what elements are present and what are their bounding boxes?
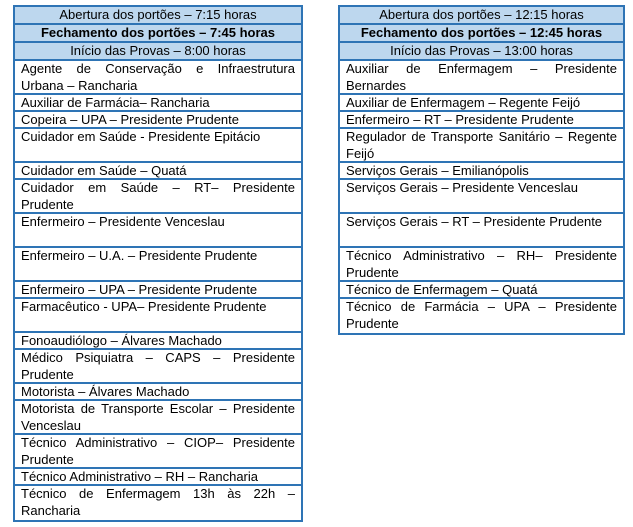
position-row: Técnico Administrativo – CIOP– Presidente Prudente	[15, 435, 301, 469]
position-row: Enfermeiro – U.A. – Presidente Prudente	[15, 248, 301, 282]
position-row: Enfermeiro – Presidente Venceslau	[15, 214, 301, 248]
gate-opening-time: Abertura dos portões – 12:15 horas	[340, 7, 623, 25]
position-row: Motorista de Transporte Escolar – Presidente Venceslau	[15, 401, 301, 435]
position-row: Técnico Administrativo – RH– Presidente Prudente	[340, 248, 623, 282]
position-row: Farmacêutico - UPA– Presidente Prudente	[15, 299, 301, 333]
gate-opening-time: Abertura dos portões – 7:15 horas	[15, 7, 301, 25]
position-row: Fonoaudiólogo – Álvares Machado	[15, 333, 301, 350]
gate-closing-time: Fechamento dos portões – 7:45 horas	[15, 25, 301, 43]
position-row: Cuidador em Saúde - Presidente Epitácio	[15, 129, 301, 163]
position-row: Agente de Conservação e Infraestrutura Urbana – Rancharia	[15, 61, 301, 95]
position-row: Regulador de Transporte Sanitário – Regente Feijó	[340, 129, 623, 163]
position-row: Auxiliar de Enfermagem – Regente Feijó	[340, 95, 623, 112]
gate-closing-time: Fechamento dos portões – 12:45 horas	[340, 25, 623, 43]
position-row: Técnico de Enfermagem – Quatá	[340, 282, 623, 299]
position-row: Cuidador em Saúde – Quatá	[15, 163, 301, 180]
position-row: Enfermeiro – UPA – Presidente Prudente	[15, 282, 301, 299]
position-row: Técnico Administrativo – RH – Rancharia	[15, 469, 301, 486]
exam-start-time: Início das Provas – 8:00 horas	[15, 43, 301, 61]
exam-start-time: Início das Provas – 13:00 horas	[340, 43, 623, 61]
position-row: Serviços Gerais – Emilianópolis	[340, 163, 623, 180]
position-row: Serviços Gerais – Presidente Venceslau	[340, 180, 623, 214]
morning-schedule-table	[13, 5, 303, 522]
position-row: Copeira – UPA – Presidente Prudente	[15, 112, 301, 129]
position-row: Cuidador em Saúde – RT– Presidente Prudente	[15, 180, 301, 214]
position-row: Enfermeiro – RT – Presidente Prudente	[340, 112, 623, 129]
position-row: Auxiliar de Enfermagem – Presidente Bernardes	[340, 61, 623, 95]
position-row: Serviços Gerais – RT – Presidente Prudente	[340, 214, 623, 248]
position-row: Auxiliar de Farmácia– Rancharia	[15, 95, 301, 112]
position-row: Médico Psiquiatra – CAPS – Presidente Prudente	[15, 350, 301, 384]
afternoon-schedule-table	[338, 5, 625, 335]
position-row: Técnico de Farmácia – UPA – Presidente Prudente	[346, 299, 617, 331]
position-row: Motorista – Álvares Machado	[15, 384, 301, 401]
position-row: Técnico de Enfermagem 13h às 22h – Rancharia	[21, 486, 295, 518]
